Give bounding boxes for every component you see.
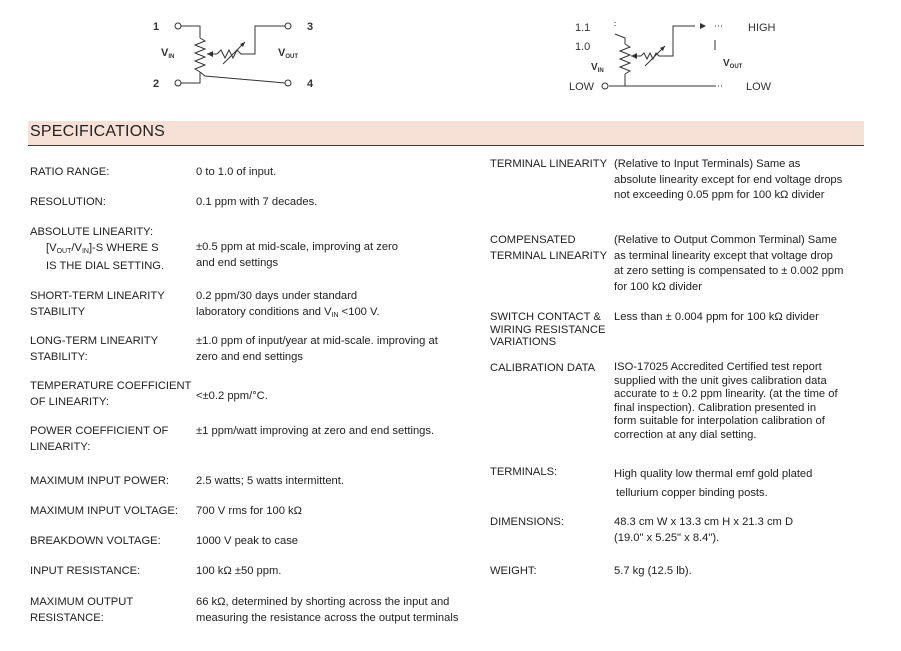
- spec-value: ±1.0 ppm of input/year at mid-scale. improving at zero and end settings: [196, 335, 438, 363]
- terminal-3: [285, 23, 291, 29]
- spec-value: 100 kΩ ±50 ppm.: [196, 565, 282, 577]
- spec-value: ±0.5 ppm at mid-scale, improving at zero and end settings: [196, 241, 399, 269]
- pin-2-label: 2: [153, 78, 160, 90]
- spec-value: (Relative to Input Terminals) Same as absolute linearity except for end voltage drops not exceeding 0.05 ppm for 100 kΩ divider: [614, 158, 843, 201]
- vin-label: VIN: [161, 47, 175, 60]
- vout-label: $V_{OUT}$: [723, 58, 743, 70]
- vin-label: $V_{IN}$: [591, 62, 604, 74]
- specifications-header: [28, 121, 864, 146]
- spec-value: 48.3 cm W x 13.3 cm H x 21.3 cm D (19.0" x 5.25" x 8.4").: [614, 516, 794, 544]
- pin-3-label: 3: [307, 21, 314, 33]
- spec-value: (Relative to Output Common Terminal) Same as terminal linearity except that voltage drop at zero setting is compensated to ± 0.002 ppm for 100 kΩ divider: [614, 234, 844, 293]
- spec-label: TEMPERATURE COEFFICIENT OF LINEARITY:: [30, 380, 192, 408]
- calibrated-divider-circuit-diagram: [565, 14, 785, 99]
- spec-label: TERMINAL LINEARITY: [490, 158, 608, 170]
- terminal-2: [175, 80, 181, 86]
- spec-value: 0.1 ppm with 7 decades.: [196, 196, 318, 208]
- spec-label: INPUT RESISTANCE:: [30, 565, 141, 577]
- spec-label: BREAKDOWN VOLTAGE:: [30, 535, 161, 547]
- section-title: SPECIFICATIONS: [30, 123, 165, 140]
- spec-value: 0.2 ppm/30 days under standard laboratory conditions and $V_{IN} <100$ V.: [196, 290, 380, 319]
- spec-label: MAXIMUM INPUT VOLTAGE:: [30, 505, 178, 517]
- high-label: HIGH: [748, 22, 776, 34]
- spec-label: RATIO RANGE:: [30, 166, 110, 178]
- spec-value: 2.5 watts; 5 watts intermittent.: [196, 475, 344, 487]
- spec-label: WEIGHT:: [490, 565, 537, 577]
- vout-label: VOUT: [278, 47, 299, 60]
- spec-label: COMPENSATED TERMINAL LINEARITY: [490, 234, 608, 262]
- spec-label: RESOLUTION:: [30, 196, 106, 208]
- spec-value: Less than ± 0.004 ppm for 100 kΩ divider: [614, 311, 819, 323]
- pin-4-label: 4: [307, 78, 314, 90]
- spec-value: 66 kΩ, determined by shorting across the input and measuring the resistance across the output terminals: [196, 596, 459, 624]
- spec-value: <±0.2 ppm/°C.: [196, 390, 268, 402]
- tick-label-1-1: 1.1: [575, 22, 591, 34]
- spec-label: POWER COEFFICIENT OF LINEARITY:: [30, 425, 169, 453]
- pin-1-label: 1: [153, 21, 160, 33]
- tick-label-1-0: 1.0: [575, 41, 591, 53]
- spec-value: 700 V rms for 100 kΩ: [196, 505, 302, 517]
- terminal-1: [175, 23, 181, 29]
- spec-label: LONG-TERM LINEARITY STABILITY:: [30, 335, 159, 363]
- spec-value: 1000 V peak to case: [196, 535, 299, 547]
- spec-value: 5.7 kg (12.5 lb).: [614, 565, 692, 577]
- spec-label: SHORT-TERM LINEARITY STABILITY: [30, 290, 165, 318]
- low-right-label: LOW: [746, 81, 772, 93]
- spec-label: CALIBRATION DATA: [490, 362, 596, 374]
- terminal-4: [285, 80, 291, 86]
- spec-label: DIMENSIONS:: [490, 516, 564, 528]
- spec-label: TERMINALS:: [490, 466, 558, 478]
- spec-value: ISO-17025 Accredited Certified test report supplied with the unit gives calibration data accurate to ± 0.2 ppm linearity. (at the time of final inspection). Calibration presented in form suitable for interpolation calibration of correction at any dial setting.: [614, 361, 838, 441]
- spec-value: ±1 ppm/watt improving at zero and end settings.: [196, 425, 435, 437]
- spec-value: High quality low thermal emf gold plated tellurium copper binding posts.: [614, 468, 813, 499]
- spec-label: ABSOLUTE LINEARITY: $[V_{OUT}/V_{IN}]-S$ WHERE S IS THE DIAL SETTING.: [30, 226, 165, 272]
- spec-value: 0 to 1.0 of input.: [196, 166, 277, 178]
- spec-label: MAXIMUM INPUT POWER:: [30, 475, 170, 487]
- divider-circuit-diagram: [145, 14, 325, 94]
- spec-label: SWITCH CONTACT & WIRING RESISTANCE VARIATIONS: [490, 311, 606, 348]
- spec-label: MAXIMUM OUTPUT RESISTANCE:: [30, 596, 134, 624]
- low-left-label: LOW: [569, 81, 595, 93]
